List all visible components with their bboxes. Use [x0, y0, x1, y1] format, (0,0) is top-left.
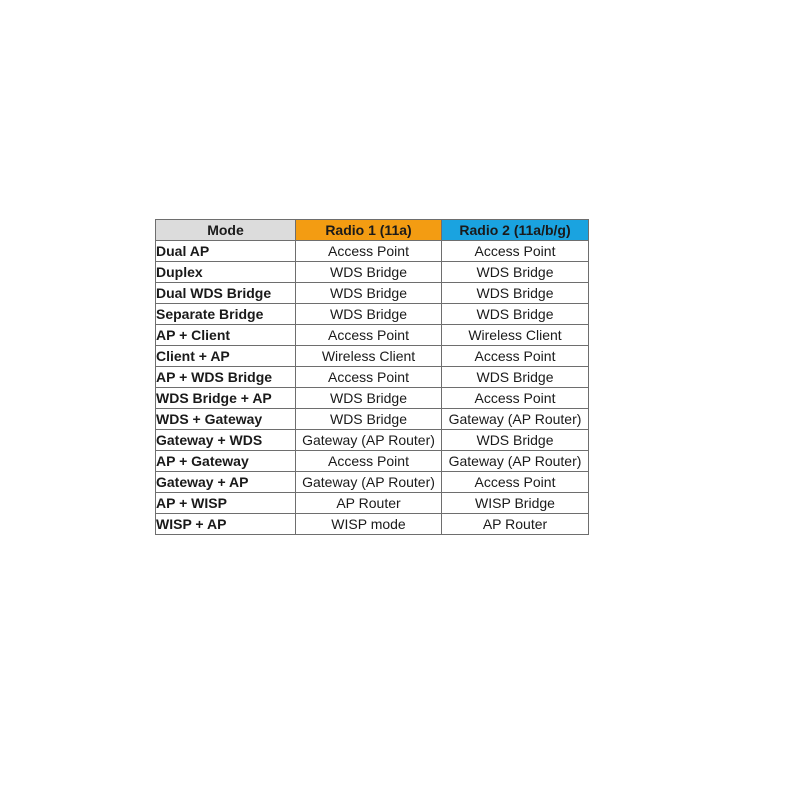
mode-cell: WDS + Gateway [156, 409, 296, 430]
radio2-cell: Access Point [442, 388, 589, 409]
table-row [156, 493, 589, 514]
radio2-cell: WDS Bridge [442, 367, 589, 388]
mode-cell: Dual AP [156, 241, 296, 262]
table-row [156, 346, 589, 367]
radio2-cell: AP Router [442, 514, 589, 535]
radio1-cell: WDS Bridge [296, 304, 442, 325]
table-row [156, 241, 589, 262]
table-row [156, 514, 589, 535]
radio1-column-header: Radio 1 (11a) [296, 220, 442, 241]
radio1-cell: AP Router [296, 493, 442, 514]
radio2-cell: WDS Bridge [442, 283, 589, 304]
mode-cell: AP + WISP [156, 493, 296, 514]
radio1-cell: Access Point [296, 241, 442, 262]
radio2-cell: WDS Bridge [442, 262, 589, 283]
radio2-cell: Access Point [442, 346, 589, 367]
mode-cell: Separate Bridge [156, 304, 296, 325]
radio1-cell: Gateway (AP Router) [296, 472, 442, 493]
table-row [156, 304, 589, 325]
radio1-cell: WISP mode [296, 514, 442, 535]
table-header-row [156, 220, 589, 241]
table-row [156, 283, 589, 304]
radio2-cell: Gateway (AP Router) [442, 451, 589, 472]
mode-column-header: Mode [156, 220, 296, 241]
radio-modes-table [155, 219, 589, 535]
radio2-cell: WDS Bridge [442, 304, 589, 325]
table-row [156, 388, 589, 409]
radio2-cell: WDS Bridge [442, 430, 589, 451]
radio1-cell: WDS Bridge [296, 409, 442, 430]
radio1-cell: Gateway (AP Router) [296, 430, 442, 451]
mode-cell: Dual WDS Bridge [156, 283, 296, 304]
table-row [156, 472, 589, 493]
mode-cell: WDS Bridge + AP [156, 388, 296, 409]
table-row [156, 367, 589, 388]
radio2-cell: Gateway (AP Router) [442, 409, 589, 430]
radio2-column-header: Radio 2 (11a/b/g) [442, 220, 589, 241]
mode-cell: Gateway + AP [156, 472, 296, 493]
radio2-cell: Access Point [442, 241, 589, 262]
radio1-cell: Wireless Client [296, 346, 442, 367]
mode-cell: Client + AP [156, 346, 296, 367]
mode-cell: AP + Client [156, 325, 296, 346]
radio1-cell: Access Point [296, 451, 442, 472]
mode-cell: AP + WDS Bridge [156, 367, 296, 388]
mode-cell: WISP + AP [156, 514, 296, 535]
table-row [156, 262, 589, 283]
table-row [156, 451, 589, 472]
radio1-cell: WDS Bridge [296, 388, 442, 409]
radio1-cell: Access Point [296, 325, 442, 346]
radio2-cell: Wireless Client [442, 325, 589, 346]
mode-cell: AP + Gateway [156, 451, 296, 472]
mode-cell: Duplex [156, 262, 296, 283]
table-row [156, 325, 589, 346]
table-row [156, 430, 589, 451]
radio1-cell: WDS Bridge [296, 262, 442, 283]
radio1-cell: WDS Bridge [296, 283, 442, 304]
radio1-cell: Access Point [296, 367, 442, 388]
table-row [156, 409, 589, 430]
radio2-cell: Access Point [442, 472, 589, 493]
radio2-cell: WISP Bridge [442, 493, 589, 514]
mode-cell: Gateway + WDS [156, 430, 296, 451]
